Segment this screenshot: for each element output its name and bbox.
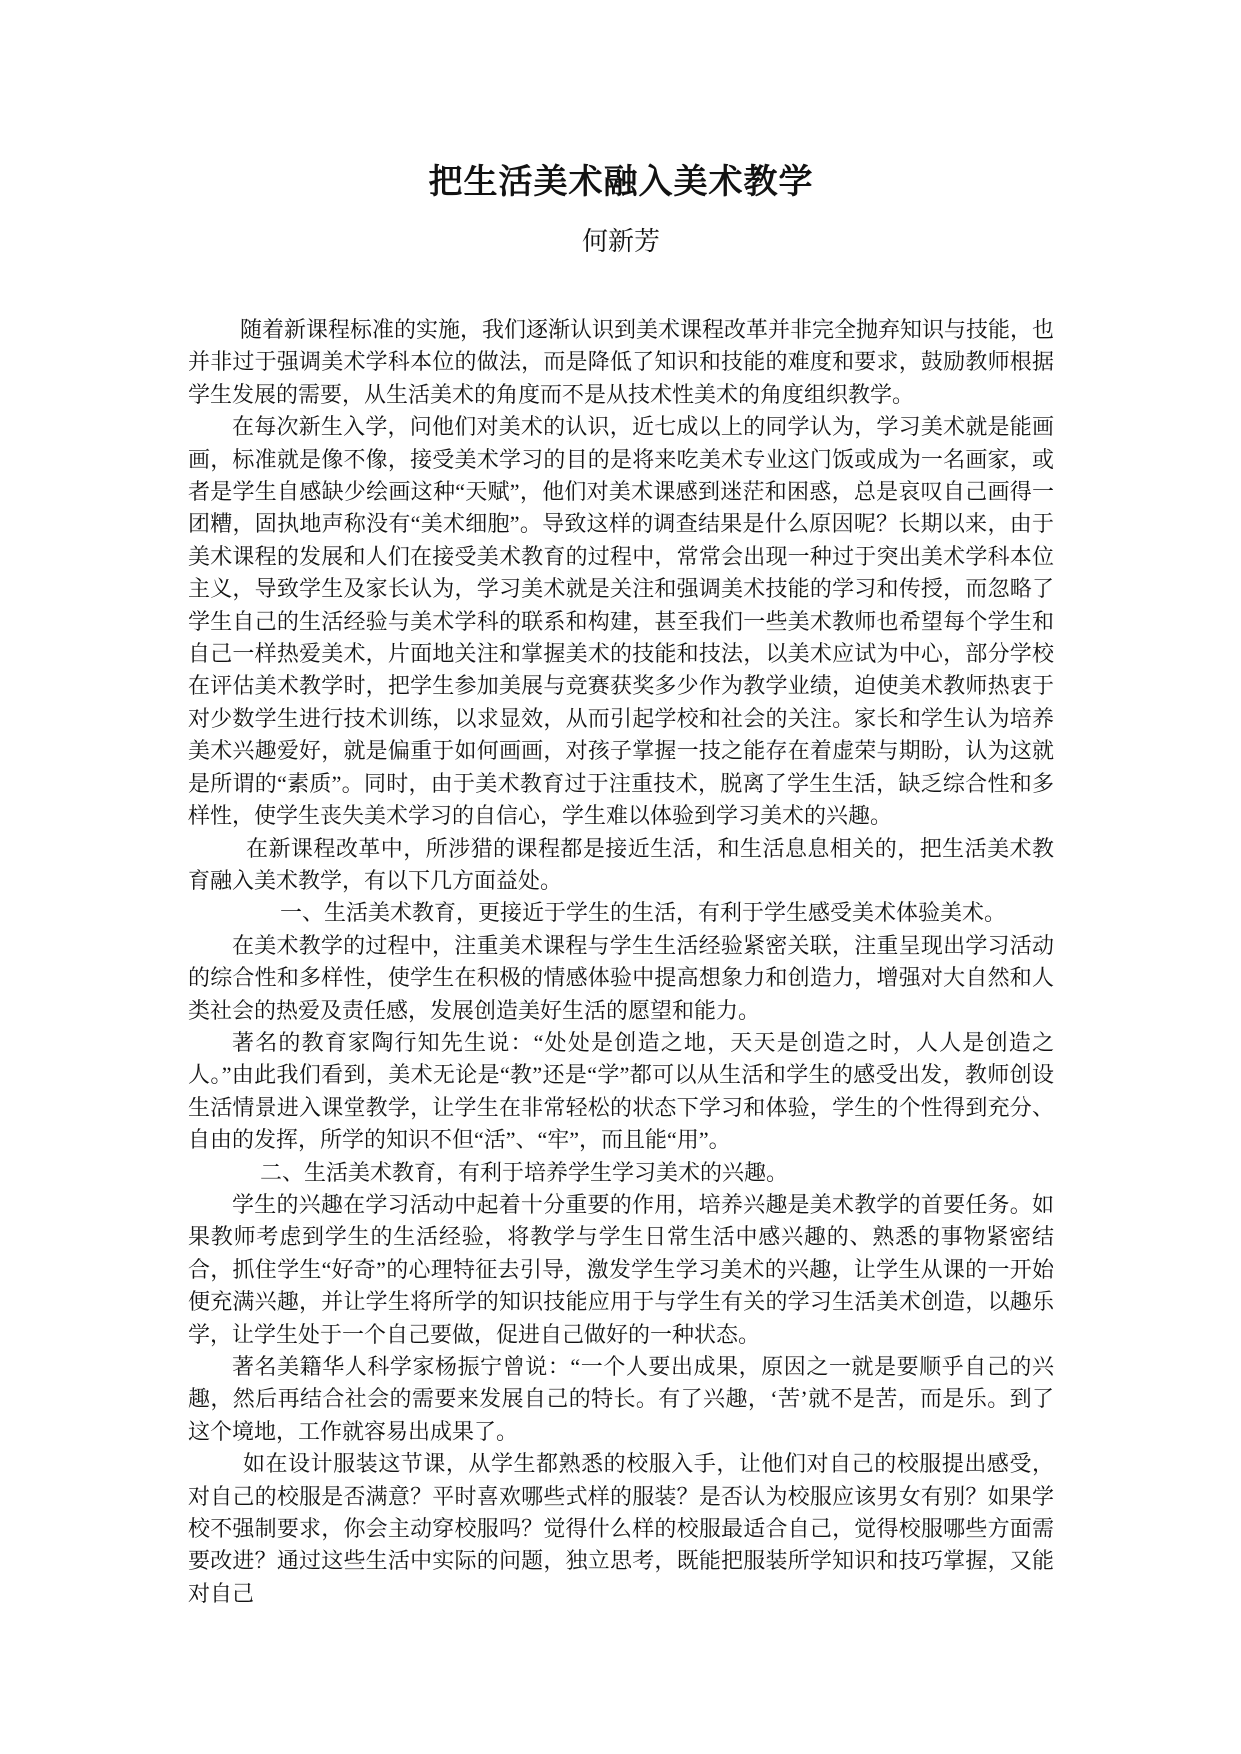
section-heading-2: 二、生活美术教育，有利于培养学生学习美术的兴趣。 bbox=[260, 1159, 789, 1185]
paragraph-tao-xingzhi-quote: 著名的教育家陶行知先生说：“处处是创造之地，天天是创造之时，人人是创造之人。”由此我们看到，美术无论是“教”还是“学”都可以从生活和学生的感受出发，教师创设生活情景进入课堂教学，让学生在非常轻松的状态下学习和体验，学生的个性得到充分、自由的发挥，所学的知识不但“活”、“牢”，而且能“用”。 bbox=[188, 1029, 1054, 1153]
document-author: 何新芳 bbox=[581, 227, 660, 256]
paragraph-section1-body: 在美术教学的过程中，注重美术课程与学生生活经验紧密关联，注重呈现出学习活动的综合性和多样性，使学生在积极的情感体验中提高想象力和创造力，增强对大自然和人类社会的热爱及责任感，发展创造美好生活的愿望和能力。 bbox=[188, 932, 1054, 1023]
paragraph-reform-benefits-lead: 在新课程改革中，所涉猎的课程都是接近生活，和生活息息相关的，把生活美术教育融入美术教学，有以下几方面益处。 bbox=[188, 835, 1054, 893]
paragraph-yang-zhenning-quote: 著名美籍华人科学家杨振宁曾说：“一个人要出成果，原因之一就是要顺乎自己的兴趣，然后再结合社会的需要来发展自己的特长。有了兴趣，‘苦’就不是苦，而是乐。到了这个境地，工作就容易出成果了。 bbox=[188, 1354, 1054, 1444]
document-body bbox=[188, 314, 1054, 1610]
paragraph-intro: 随着新课程标准的实施，我们逐渐认识到美术课程改革并非完全抛弃知识与技能，也并非过于强调美术学科本位的做法，而是降低了知识和技能的难度和要求，鼓励教师根据学生发展的需要，从生活美术的角度而不是从技术性美术的角度组织教学。 bbox=[188, 317, 1055, 407]
document-title: 把生活美术融入美术教学 bbox=[428, 164, 814, 201]
section-heading-1: 一、生活美术教育，更接近于学生的生活，有利于学生感受美术体验美术。 bbox=[280, 900, 1007, 926]
paragraph-clothing-design-example: 如在设计服装这节课，从学生都熟悉的校服入手，让他们对自己的校服提出感受，对自己的校服是否满意？平时喜欢哪些式样的服装？是否认为校服应该男女有别？如果学校不强制要求，你会主动穿校服吗？觉得什么样的校服最适合自己，觉得校服哪些方面需要改进？通过这些生活中实际的问题，独立思考，既能把服装所学知识和技巧掌握，又能对自己 bbox=[188, 1451, 1054, 1606]
paragraph-section2-body: 学生的兴趣在学习活动中起着十分重要的作用，培养兴趣是美术教学的首要任务。如果教师考虑到学生的生活经验，将教学与学生日常生活中感兴趣的、熟悉的事物紧密结合，抓住学生“好奇”的心理特征去引导，激发学生学习美术的兴趣，让学生从课的一开始便充满兴趣，并让学生将所学的知识技能应用于与学生有关的学习生活美术创造，以趣乐学，让学生处于一个自己要做，促进自己做好的一种状态。 bbox=[188, 1191, 1054, 1347]
paragraph-problem-analysis: 在每次新生入学，问他们对美术的认识，近七成以上的同学认为，学习美术就是能画画，标准就是像不像，接受美术学习的目的是将来吃美术专业这门饭或成为一名画家，或者是学生自感缺少绘画这种“天赋”，他们对美术课感到迷茫和困惑，总是哀叹自己画得一团糟，固执地声称没有“美术细胞”。导致这样的调查结果是什么原因呢？长期以来，由于美术课程的发展和人们在接受美术教育的过程中，常常会出现一种过于突出美术学科本位主义，导致学生及家长认为，学习美术就是关注和强调美术技能的学习和传授，而忽略了学生自己的生活经验与美术学科的联系和构建，甚至我们一些美术教师也希望每个学生和自己一样热爱美术，片面地关注和掌握美术的技能和技法，以美术应试为中心，部分学校在评估美术教学时，把学生参加美展与竞赛获奖多少作为教学业绩，迫使美术教师热衷于对少数学生进行技术训练，以求显效，从而引起学校和社会的关注。家长和学生认为培养美术兴趣爱好，就是偏重于如何画画，对孩子掌握一技之能存在着虚荣与期盼，认为这就是所谓的“素质”。同时，由于美术教育过于注重技术，脱离了学生生活，缺乏综合性和多样性，使学生丧失美术学习的自信心，学生难以体验到学习美术的兴趣。 bbox=[188, 414, 1054, 829]
